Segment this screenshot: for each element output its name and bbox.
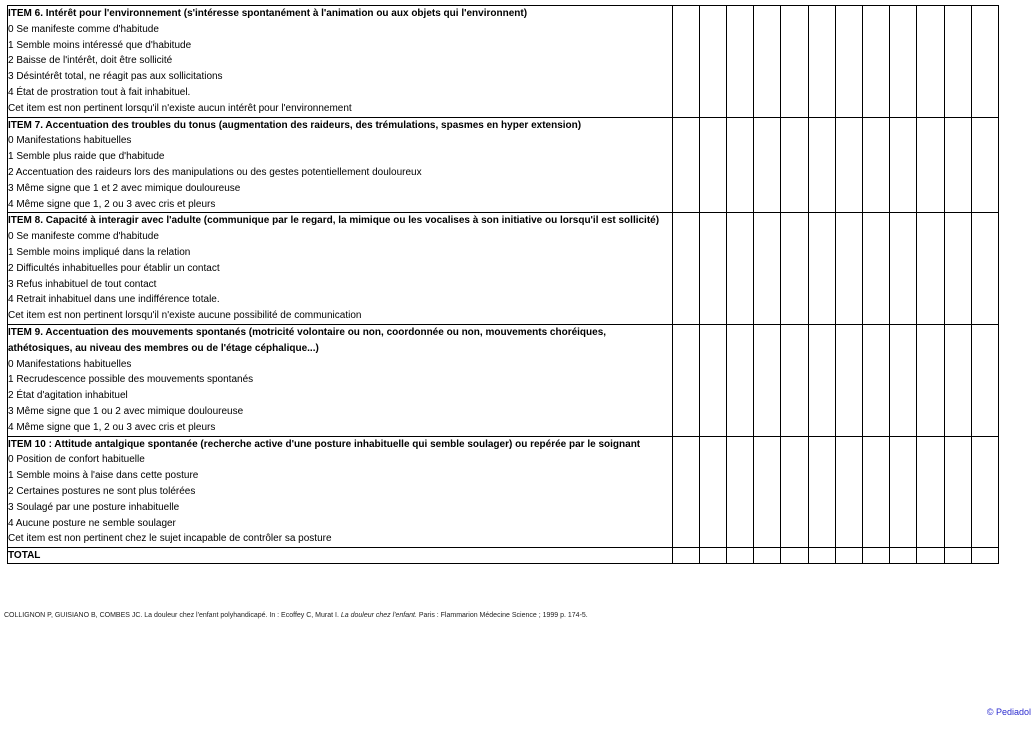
total-score-cell[interactable] bbox=[727, 548, 754, 564]
item-description bbox=[8, 213, 673, 325]
score-cell[interactable] bbox=[781, 213, 808, 325]
pediadol-credit: © Pediadol bbox=[986, 707, 1031, 717]
score-cell[interactable] bbox=[699, 436, 726, 548]
item-option: 4 Retrait inhabituel dans une indifférence totale. bbox=[8, 294, 220, 306]
item-description bbox=[8, 436, 673, 548]
item-option: 1 Semble plus raide que d'habitude bbox=[8, 151, 165, 163]
item-description bbox=[8, 6, 673, 118]
item-option: 1 Semble moins intéressé que d'habitude bbox=[8, 39, 192, 51]
total-score-cell[interactable] bbox=[944, 548, 971, 564]
item-title: ITEM 10 : Attitude antalgique spontanée (recherche active d'une posture inhabituelle qui semble soulager) ou repérée par le soignant bbox=[8, 438, 641, 450]
total-score-cell[interactable] bbox=[808, 548, 835, 564]
score-cell[interactable] bbox=[971, 436, 998, 548]
score-cell[interactable] bbox=[971, 213, 998, 325]
score-cell[interactable] bbox=[944, 213, 971, 325]
item-option: 2 Difficultés inhabituelles pour établir un contact bbox=[8, 262, 220, 274]
score-cell[interactable] bbox=[863, 324, 890, 436]
score-cell[interactable] bbox=[808, 117, 835, 213]
score-cell[interactable] bbox=[835, 436, 862, 548]
score-cell[interactable] bbox=[672, 213, 699, 325]
score-cell[interactable] bbox=[672, 436, 699, 548]
score-cell[interactable] bbox=[754, 213, 781, 325]
score-cell[interactable] bbox=[727, 324, 754, 436]
item-option: 3 Désintérêt total, ne réagit pas aux sollicitations bbox=[8, 71, 223, 83]
score-cell[interactable] bbox=[917, 117, 944, 213]
item-row bbox=[8, 436, 999, 548]
score-cell[interactable] bbox=[808, 324, 835, 436]
score-cell[interactable] bbox=[917, 436, 944, 548]
score-cell[interactable] bbox=[808, 436, 835, 548]
score-cell[interactable] bbox=[944, 6, 971, 118]
score-cell[interactable] bbox=[917, 324, 944, 436]
total-score-cell[interactable] bbox=[754, 548, 781, 564]
item-option: 3 Même signe que 1 ou 2 avec mimique douloureuse bbox=[8, 405, 244, 417]
item-title: ITEM 6. Intérêt pour l'environnement (s'intéresse spontanément à l'animation ou aux objets qui l'environnent) bbox=[8, 8, 528, 19]
item-row bbox=[8, 324, 999, 436]
total-score-cell[interactable] bbox=[890, 548, 917, 564]
reference-title: La douleur chez l'enfant. bbox=[340, 612, 417, 619]
score-cell[interactable] bbox=[835, 117, 862, 213]
reference-text-after: Paris : Flammarion Médecine Science ; 1999 p. 174-5. bbox=[418, 612, 588, 619]
score-cell[interactable] bbox=[754, 6, 781, 118]
item-option: 3 Même signe que 1 et 2 avec mimique douloureuse bbox=[8, 182, 241, 194]
item-row bbox=[8, 6, 999, 118]
item-option: 4 Même signe que 1, 2 ou 3 avec cris et pleurs bbox=[8, 421, 216, 433]
total-score-cell[interactable] bbox=[917, 548, 944, 564]
item-option: 1 Semble moins à l'aise dans cette posture bbox=[8, 470, 199, 482]
score-cell[interactable] bbox=[835, 213, 862, 325]
score-cell[interactable] bbox=[944, 117, 971, 213]
score-cell[interactable] bbox=[781, 117, 808, 213]
total-score-cell[interactable] bbox=[971, 548, 998, 564]
score-cell[interactable] bbox=[727, 117, 754, 213]
item-option: Cet item est non pertinent lorsqu'il n'existe aucun intérêt pour l'environnement bbox=[8, 102, 352, 114]
score-cell[interactable] bbox=[917, 6, 944, 118]
score-cell[interactable] bbox=[808, 6, 835, 118]
score-cell[interactable] bbox=[863, 6, 890, 118]
item-title: ITEM 7. Accentuation des troubles du tonus (augmentation des raideurs, des trémulations, spasmes en hyper extension) bbox=[8, 119, 582, 131]
item-row bbox=[8, 213, 999, 325]
score-cell[interactable] bbox=[971, 324, 998, 436]
score-cell[interactable] bbox=[944, 324, 971, 436]
score-cell[interactable] bbox=[835, 6, 862, 118]
item-option: 4 Aucune posture ne semble soulager bbox=[8, 517, 176, 529]
item-description bbox=[8, 324, 673, 436]
score-cell[interactable] bbox=[699, 6, 726, 118]
item-option: 2 Baisse de l'intérêt, doit être sollicité bbox=[8, 55, 173, 67]
item-option: Cet item est non pertinent lorsqu'il n'existe aucune possibilité de communication bbox=[8, 310, 362, 322]
score-cell[interactable] bbox=[890, 213, 917, 325]
score-cell[interactable] bbox=[781, 6, 808, 118]
item-option: 0 Position de confort habituelle bbox=[8, 454, 145, 466]
item-option: 1 Semble moins impliqué dans la relation bbox=[8, 246, 191, 258]
score-cell[interactable] bbox=[890, 436, 917, 548]
item-title: ITEM 8. Capacité à interagir avec l'adulte (communique par le regard, la mimique ou les vocalises à son initiative ou lorsqu'il est sollicité) bbox=[8, 215, 660, 227]
item-option: Cet item est non pertinent chez le sujet incapable de contrôler sa posture bbox=[8, 533, 332, 545]
score-cell[interactable] bbox=[890, 324, 917, 436]
score-cell[interactable] bbox=[672, 324, 699, 436]
item-option: 0 Manifestations habituelles bbox=[8, 135, 132, 147]
score-cell[interactable] bbox=[971, 117, 998, 213]
item-option: 2 État d'agitation inhabituel bbox=[8, 390, 128, 402]
score-cell[interactable] bbox=[971, 6, 998, 118]
score-cell[interactable] bbox=[890, 6, 917, 118]
score-cell[interactable] bbox=[727, 213, 754, 325]
item-title: ITEM 9. Accentuation des mouvements spontanés (motricité volontaire ou non, coordonnée ou non, mouvements choréiques, athétosiques, au niveau des membres ou de l'étage céphalique...) bbox=[8, 326, 607, 354]
score-cell[interactable] bbox=[672, 6, 699, 118]
item-option: 0 Se manifeste comme d'habitude bbox=[8, 231, 159, 243]
item-row bbox=[8, 117, 999, 213]
item-option: 2 Accentuation des raideurs lors des manipulations ou des gestes potentiellement douloureux bbox=[8, 166, 422, 178]
total-label: TOTAL bbox=[8, 548, 673, 564]
total-score-cell[interactable] bbox=[781, 548, 808, 564]
score-cell[interactable] bbox=[699, 117, 726, 213]
score-cell[interactable] bbox=[863, 213, 890, 325]
score-cell[interactable] bbox=[699, 213, 726, 325]
total-score-cell[interactable] bbox=[672, 548, 699, 564]
evaluation-grid bbox=[7, 5, 999, 564]
item-option: 2 Certaines postures ne sont plus tolérées bbox=[8, 485, 196, 497]
item-option: 4 Même signe que 1, 2 ou 3 avec cris et pleurs bbox=[8, 198, 216, 210]
score-cell[interactable] bbox=[917, 213, 944, 325]
score-cell[interactable] bbox=[727, 6, 754, 118]
item-option: 4 État de prostration tout à fait inhabituel. bbox=[8, 86, 191, 98]
score-cell[interactable] bbox=[781, 324, 808, 436]
score-cell[interactable] bbox=[754, 324, 781, 436]
reference-footer bbox=[4, 612, 588, 619]
score-cell[interactable] bbox=[781, 436, 808, 548]
total-score-cell[interactable] bbox=[863, 548, 890, 564]
score-cell[interactable] bbox=[863, 436, 890, 548]
score-cell[interactable] bbox=[672, 117, 699, 213]
reference-text-before: COLLIGNON P, GUISIANO B, COMBES JC. La douleur chez l'enfant polyhandicapé. In : Ecoffey C, Murat I. bbox=[4, 612, 339, 619]
total-score-cell[interactable] bbox=[835, 548, 862, 564]
score-cell[interactable] bbox=[890, 117, 917, 213]
item-description bbox=[8, 117, 673, 213]
item-option: 0 Se manifeste comme d'habitude bbox=[8, 23, 159, 35]
score-cell[interactable] bbox=[754, 436, 781, 548]
item-option: 3 Refus inhabituel de tout contact bbox=[8, 278, 157, 290]
item-option: 3 Soulagé par une posture inhabituelle bbox=[8, 501, 180, 513]
score-cell[interactable] bbox=[835, 324, 862, 436]
item-option: 0 Manifestations habituelles bbox=[8, 358, 132, 370]
score-cell[interactable] bbox=[754, 117, 781, 213]
score-cell[interactable] bbox=[863, 117, 890, 213]
total-row bbox=[8, 548, 999, 564]
score-cell[interactable] bbox=[944, 436, 971, 548]
score-cell[interactable] bbox=[808, 213, 835, 325]
score-cell[interactable] bbox=[699, 324, 726, 436]
total-score-cell[interactable] bbox=[699, 548, 726, 564]
item-option: 1 Recrudescence possible des mouvements spontanés bbox=[8, 374, 254, 386]
score-cell[interactable] bbox=[727, 436, 754, 548]
